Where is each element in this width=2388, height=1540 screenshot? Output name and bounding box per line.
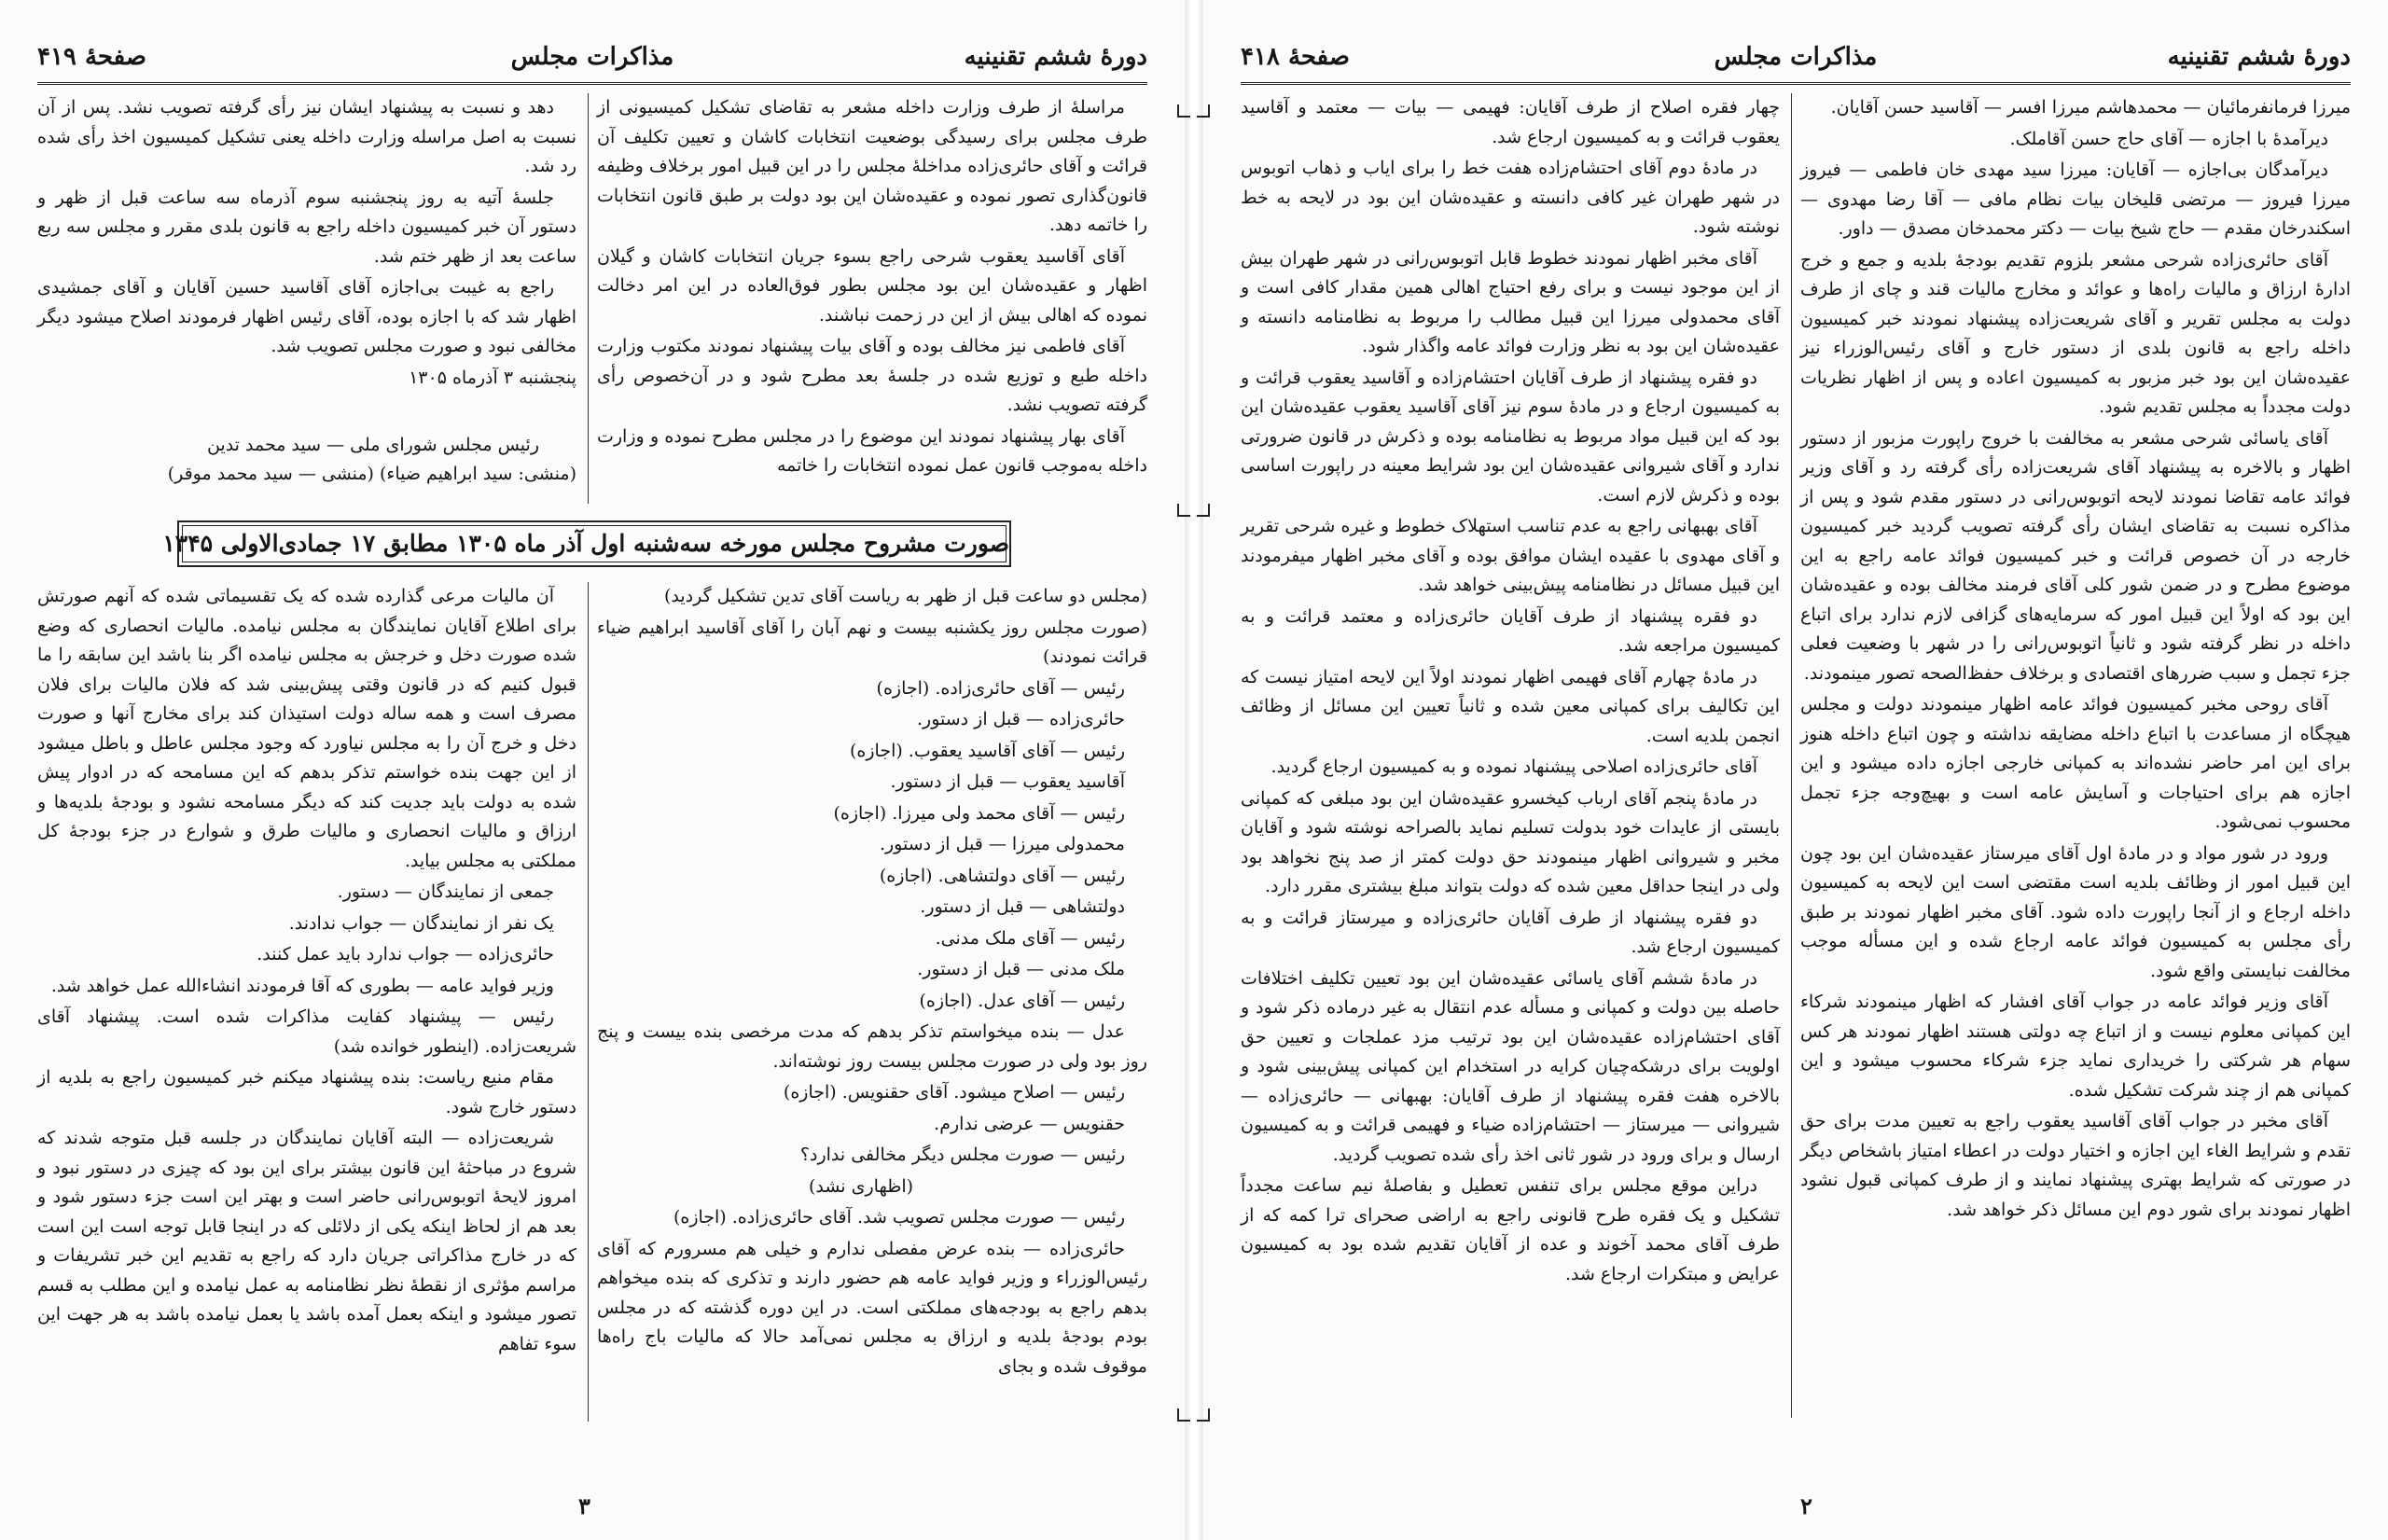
- secretaries-signature: (منشی: سید ابراهیم ضیاء) (منشی — سید محمد موقر): [167, 464, 576, 484]
- speaker-line: یک نفر از نمایندگان — جواب ندادند.: [288, 912, 554, 934]
- paragraph: در مادهٔ پنجم آقای ارباب کیخسرو عقیده‌شان این بود مبلغی که کمپانی بایستی از عایدات خود بدولت تسلیم نماید بالصراحه نوشته شود و آقایان مخبر و شیروانی اظهار مینمودند حق دولت کمتر از صد پنج نخواهد بود ولی در اینجا حداقل معین شده که دولت بتواند مبلغ بیشتری مقرر دارد.: [1241, 787, 1780, 896]
- left-page-header: [37, 35, 1147, 85]
- column-divider: [588, 582, 589, 1422]
- paragraph: آقای یاسائی شرحی مشعر به مخالفت با خروج راپورت مزبور از دستور اظهار و بالاخره به پیشنهاد آقای شریعت‌زاده رأی گرفته رد و آقای وزیر فوائد عامه تقاضا نمودند لایحه اتوبوس‌رانی در دستور مقدم شود و پس از مذاکره نسبت به تقاضای ایشان رأی گرفته تصویب گردید خبر کمیسیون خارجه در آن خصوص قرائت و خبر کمیسیون فوائد عامه راجع به این موضوع مطرح و در ضمن شور کلی آقای فرمند مخالف بوده و عقیده‌شان این بود که اولاً این قبیل امور که سرمایه‌های گزافی لازم ندارد برای اتباع داخله در نظر گرفته شود و ثانیاً اتوبوس‌رانی را در شهر با وضعیت فعلی جزء تجمل و سبب ضررهای اقتصادی و برخلاف حفظ‌الصحه تصور مینمودند.: [1800, 427, 2351, 684]
- top-column-right: [597, 93, 1147, 476]
- speaker-line: رئیس — صورت مجلس تصویب شد. آقای حائری‌زاده. (اجازه): [673, 1207, 1125, 1228]
- column-right: [1800, 93, 2351, 1455]
- book-gutter: [1185, 0, 1203, 1540]
- paragraph: آقای وزیر فوائد عامه در جواب آقای افشار که اظهار مینمودند شرکاء این کمپانی معلوم نیست و از اتباع چه دولتی هستند اظهار نمودند هر کس سهام هر شرکتی را خریداری نماید جزء شرکاء محسوب میشود و این کمپانی هم از چند شرکت تشکیل شده.: [1800, 992, 2351, 1101]
- paragraph: آقای بهبهانی راجع به عدم تناسب استهلاک خطوط و غیره شرحی تقریر و آقای مهدوی با عقیده ایشان موافق بوده و آقای مخبر اظهار میفرمودند این قبیل مسائل در نظامنامه پیش‌بینی خواهد شد.: [1241, 516, 1780, 595]
- paragraph: راجع به غیبت بی‌اجازه آقای آقاسید حسین آقایان و آقای جمشیدی اظهار شد که با اجازه بوده، آقای رئیس اظهار فرمودند اصلاح میشود دیگر مخالفی نبود و صورت مجلس تصویب شد.: [37, 277, 576, 356]
- paragraph: در مادهٔ چهارم آقای فهیمی اظهار نمودند اولاً این لایحه امتیاز نیست که این تکالیف برای کمپانی معین شده و ثانیاً تعیین این مسائل از وظائف انجمن بلدیه است.: [1241, 666, 1780, 746]
- speaker-line: رئیس — آقای دولتشاهی. (اجازه): [879, 865, 1125, 886]
- paragraph: مراسلهٔ از طرف وزارت داخله مشعر به تقاضای تشکیل کمیسیونی از طرف مجلس برای رسیدگی بوضعیت انتخابات کاشان و تعیین تکلیف آن قرائت و آقای حائری‌زاده مداخلهٔ مجلس را در این قبیل امور برخلاف وظیفه قانون‌گذاری تصور نموده و عقیده‌شان این بود دولت بر طبق قانون انتخابات را خاتمه دهد.: [597, 97, 1147, 235]
- speaker-line: (اظهاری نشد): [808, 1175, 914, 1197]
- paragraph: آقای مخبر اظهار نمودند خطوط قابل اتوبوس‌رانی در شهر طهران بیش از این موجود نیست و برای رفع احتیاج اهالی همین مقدار کافی است و آقای محمدولی میرزا این قبیل مطالب را مربوط به نظامنامه دانسته و عقیده‌شان این بود به نظر وزارت فوائد عامه واگذار شود.: [1241, 247, 1780, 356]
- crop-mark: [1177, 504, 1190, 517]
- speaker-line: محمدولی میرزا — قبل از دستور.: [879, 834, 1125, 854]
- page-label: صفحهٔ ۴۱۹: [37, 43, 146, 71]
- bottom-column-right: [597, 582, 1147, 1459]
- speaker-line: آقاسید یعقوب — قبل از دستور.: [890, 771, 1125, 792]
- paragraph: در مادهٔ دوم آقای احتشام‌زاده هفت خط را برای ایاب و ذهاب اتوبوس در شهر طهران غیر کافی دانسته و عقیده‌شان این بود در لایحه به خط نوشته شود.: [1241, 158, 1780, 237]
- speaker-line: رئیس — صورت مجلس دیگر مخالفی ندارد؟: [799, 1145, 1125, 1165]
- speaker-line: رئیس — آقای عدل. (اجازه): [919, 990, 1125, 1011]
- paragraph: دو فقره پیشنهاد از طرف آقایان حائری‌زاده و معتمد قرائت و به کمیسیون مراجعه شد.: [1241, 605, 1780, 656]
- speaker-line: رئیس — آقای آقاسید یعقوب. (اجازه): [850, 740, 1125, 761]
- right-page: [1203, 0, 2388, 1540]
- paragraph: (صورت مجلس روز یکشنبه بیست و نهم آبان را آقای آقاسید ابراهیم ضیاء قرائت نمودند): [597, 617, 1147, 667]
- paragraph: آقای مخبر در جواب آقای آقاسید یعقوب راجع به تعیین مدت برای حق تقدم و شرایط الغاء این اجازه و اختیار دولت در اعطاء امتیاز باشخاص دیگر در صورتی که شرایط بهتری پیشنهاد نمایند و از طرف کمپانی قبول نشود اظهار نمودند برای شور دوم این مسائل ذکر خواهد شد.: [1800, 1111, 2351, 1220]
- paragraph: آقای بهار پیشنهاد نمودند این موضوع را در مجلس مطرح نموده و وزارت داخله به‌موجب قانون عمل نموده انتخابات را خاتمه: [597, 425, 1147, 476]
- paragraph: میرزا فرمانفرمائیان — محمدهاشم میرزا افسر — آقاسید حسن آقایان.: [1830, 97, 2351, 118]
- top-column-left: [37, 93, 576, 406]
- paragraph: دراین موقع مجلس برای تنفس تعطیل و بفاصلهٔ نیم ساعت مجدداً تشکیل و یک فقره طرح قانونی راجع به اراضی صحرای ترا کمه که از طرف آقای محمد آخوند و عده از آقایان تقدیم شده بود به کمیسیون عرایض و مبتکرات ارجاع شد.: [1241, 1175, 1780, 1284]
- paragraph: ورود در شور مواد و در مادهٔ اول آقای میرستاز عقیده‌شان این بود چون این قبیل امور از وظائف بلدیه است مقتضی است این لایحه به کمیسیون داخله ارجاع و از آنجا راپورت داده شود. آقای مخبر اظهار نمودند بر طبق رأی مجلس به کمیسیون فوائد عامه ارجاع شده و این مسأله موجب مخالفت نبایستی واقع شود.: [1800, 842, 2351, 981]
- paragraph: دهد و نسبت به پیشنهاد ایشان نیز رأی گرفته تصویب نشد. پس از آن نسبت به اصل مراسله وزارت داخله یعنی تشکیل کمیسیون اخذ رأی شده رد شد.: [37, 97, 576, 176]
- speaker-line: حائری‌زاده — جواب ندارد باید عمل کنند.: [257, 944, 554, 964]
- bottom-column-left: [37, 582, 576, 1459]
- left-page: [0, 0, 1185, 1540]
- paragraph: آقای آقاسید یعقوب شرحی راجع بسوء جریان انتخابات کاشان و گیلان اظهار و عقیده‌شان این بود مجلس بطور فوق‌العاده در این امر دخالت نموده که اهالی بیش از این در زحمت نباشند.: [597, 245, 1147, 326]
- speaker-line: وزیر فواید عامه — بطوری که آقا فرمودند انشاءالله عمل خواهد شد.: [50, 975, 554, 996]
- page-number: ۳: [578, 1492, 590, 1519]
- crop-mark: [1177, 1408, 1190, 1422]
- crop-mark: [1197, 504, 1210, 517]
- paragraph: دیرآمدگان بی‌اجازه — آقایان: میرزا سید مهدی خان فاطمی — فیروز میرزا فیروز — مرتضی قلیخان بیات نظام مافی — آقا رضا مهدوی — اسکندرخان مقدم — حاج شیخ بیات — دکتر محمدخان مصدق — داور.: [1800, 160, 2351, 239]
- speaker-line: رئیس — آقای حائری‌زاده. (اجازه): [876, 677, 1125, 699]
- speaker-line: عدل — بنده میخواستم تذکر بدهم که مدت مرخصی بنده بیست و پنج روز بود ولی در صورت مجلس بیست روز نوشته‌اند.: [597, 1021, 1147, 1072]
- speaker-line: شریعت‌زاده — البته آقایان نمایندگان در جلسه قبل متوجه شدند که شروع در مباحثهٔ این قانون بیشتر برای این بود که چیزی در دستور نبود و امروز لایحهٔ اتوبوس‌رانی حاضر است و بهتر این است جزء دستور شود و بعد هم از لحاظ اینکه یکی از دلائلی که در اینجا قابل توجه است این است که در خارج مذاکراتی جریان دارد که راجع به تقدیم این خبر تشریفات و مراسم مؤثری از نقطهٔ نظر نظامنامه به عمل نیامده و این مطلب به قسم تصور میشود و اینکه بعمل آمده باشد یا بعمل نیامده باشد به هر جهت این سوء تفاهم: [37, 1128, 576, 1354]
- paragraph: دو فقره پیشنهاد از طرف آقایان احتشام‌زاده و آقاسید یعقوب قرائت و به کمیسیون ارجاع و در مادهٔ سوم نیز آقای آقاسید یعقوب عقیده‌شان این بود که این قبیل مواد مربوط به نظامنامه بوده و ذکرش در قانون ضرورتی ندارد و آقای شیروانی عقیده‌شان این بود شرایط معینه در راپورت اساسی بوده و ذکرش لازم است.: [1241, 367, 1780, 506]
- speaker-line: مقام منیع ریاست: بنده پیشنهاد میکنم خبر کمیسیون راجع به بلدیه از دستور خارج شود.: [37, 1067, 576, 1117]
- page-label: صفحهٔ ۴۱۸: [1241, 43, 1350, 71]
- speaker-line: رئیس — اصلاح میشود. آقای حقنویس. (اجازه): [783, 1082, 1125, 1103]
- session-banner: صورت مشروح مجلس مورخه سه‌شنبه اول آذر ماه ۱۳۰۵ مطابق ۱۷ جمادی‌الاولی ۱۳۴۵: [177, 520, 1011, 567]
- paragraph: آقای حائری‌زاده شرحی مشعر بلزوم تقدیم بودجهٔ بلدیه و جمع و خرج ادارهٔ ارزاق و مالیات راه‌ها و عوائد و مخارج مالیات قند و چای از طرف دولت به مجلس تقریر و آقای شریعت‌زاده پیشنهاد نمودند خبر کمیسیون داخله راجع به قانون بلدی از دستور خارج و آقای رئیس‌الوزراء نیز عقیده‌شان این بود خبر مزبور به کمیسیون اعاده و پس از اظهار نظریات دولت مجدداً به مجلس تقدیم شود.: [1800, 249, 2351, 417]
- session-label: دورهٔ ششم تقنینیه: [964, 43, 1147, 71]
- speaker-line: ملک مدنی — قبل از دستور.: [917, 959, 1125, 979]
- paragraph: آن مالیات مرعی گذارده شده که یک تقسیماتی شده که آنهم صورتش برای اطلاع آقایان نمایندگان به مجلس نیامده. مالیات انحصاری که وضع شده صورت دخل و خرجش به مجلس نیامده اگر بنا باشد این سابقه را ما قبول کنیم که در قانون وقتی پیش‌بینی شد که فلان مالیات برای فلان مصرف است و همه ساله دولت استیذان کند برای مخارج آنها و صورت دخل و خرج آن را به مجلس نیاورد که وجود مجلس عاطل و باطل میشود از این جهت بنده خواستم تذکر بدهم که این مسامحه که در ادوار پیش شده به دولت باید جدیت کند که دیگر مسامحه نشود و بودجهٔ بلدیه‌ها و ارزاق و مالیات انحصاری و مالیات طرق و شوارع در جزء بودجهٔ کل مملکتی به مجلس بیاید.: [37, 586, 576, 871]
- page-number: ۲: [1800, 1492, 1812, 1519]
- crop-mark: [1177, 104, 1190, 118]
- journal-title: مذاکرات مجلس: [1714, 43, 1878, 71]
- meeting-date: پنجشنبه ۳ آذرماه ۱۳۰۵: [409, 367, 576, 388]
- signature-block: [37, 431, 576, 489]
- paragraph: جلسهٔ آتیه به روز پنجشنبه سوم آذرماه سه ساعت قبل از ظهر و دستور آن خبر کمیسیون داخله راجع به قانون بلدی مقرر و مجلس سه ربع ساعت بعد از ظهر ختم شد.: [37, 187, 576, 267]
- president-signature: رئیس مجلس شورای ملی — سید محمد تدین: [206, 435, 539, 455]
- paragraph: (مجلس دو ساعت قبل از ظهر به ریاست آقای تدین تشکیل گردید): [663, 586, 1147, 606]
- crop-mark: [1197, 1408, 1210, 1422]
- right-page-header: [1241, 35, 2351, 85]
- speaker-line: جمعی از نمایندگان — دستور.: [337, 881, 554, 902]
- speaker-line: حقنویس — عرضی ندارم.: [934, 1113, 1125, 1134]
- speaker-line: دولتشاهی — قبل از دستور.: [920, 896, 1125, 917]
- journal-title: مذاکرات مجلس: [510, 43, 674, 71]
- column-divider: [588, 93, 589, 504]
- speaker-line: حائری‌زاده — بنده عرض مفصلی ندارم و خیلی هم مسرورم که آقای رئیس‌الوزراء و وزیر فواید عامه هم حضور دارند و تذکری که بنده میخواهم بدهم راجع به بودجه‌های مملکتی است. در این دوره گذشته که در مجلس بودم بودجهٔ بلدیه و ارزاق به مجلس نمی‌آمد حالا که مالیات باج راه‌ها موقوف شده و بجای: [597, 1238, 1147, 1377]
- paragraph: دو فقره پیشنهاد از طرف آقایان حائری‌زاده و میرستاز قرائت و به کمیسیون ارجاع شد.: [1241, 907, 1780, 957]
- column-left: [1241, 93, 1780, 1455]
- speaker-line: حائری‌زاده — قبل از دستور.: [916, 709, 1125, 729]
- speaker-line: رئیس — پیشنهاد کفایت مذاکرات شده است. پیشنهاد آقای شریعت‌زاده. (اینطور خوانده شد): [37, 1006, 576, 1057]
- paragraph: دیرآمدهٔ با اجازه — آقای حاج حسن آقاملک.: [2009, 128, 2328, 149]
- speaker-line: رئیس — آقای محمد ولی میرزا. (اجازه): [833, 802, 1125, 824]
- paragraph: آقای فاطمی نیز مخالف بوده و آقای بیات پیشنهاد نمودند مکتوب وزارت داخله طبع و توزیع شده در جلسهٔ بعد مطرح شود و در آن‌خصوص رأی گرفته تصویب نشد.: [597, 336, 1147, 415]
- paragraph: در مادهٔ ششم آقای یاسائی عقیده‌شان این بود تعیین تکلیف اختلافات حاصله بین دولت و کمپانی و مسأله عدم انتقال به غیر درماده ذکر شود و آقای احتشام‌زاده عقیده‌شان این بود ترتیب مزد عملجات و تعیین حق اولویت برای درشکه‌چیان کرایه در استخدام این کمپانی پیش‌بینی شود و بالاخره هفت فقره پیشنهاد از طرف آقایان: بهبهانی — حائری‌زاده — شیروانی — میرستاز — احتشام‌زاده ضیاء و فهیمی قرائت و به کمیسیون ارسال و برای ورود در شور ثانی اخذ رأی شده تصویب گردید.: [1241, 967, 1780, 1165]
- crop-mark: [1197, 104, 1210, 118]
- paragraph: آقای حائری‌زاده اصلاحی پیشنهاد نموده و به کمیسیون ارجاع گردید.: [1270, 756, 1757, 777]
- paragraph: آقای روحی مخبر کمیسیون فوائد عامه اظهار مینمودند دولت و مجلس هیچگاه از مساعدت با اتباع داخله مضایقه نداشته و چون اتباع داخله هنوز برای این امر حاضر نشده‌اند به کمپانی خارجی اجازه داده میشود و این اجازه هم برای احتیاجات و آسایش عامه است و بهیچ‌وجه جزء تجمل محسوب نمی‌شود.: [1800, 694, 2351, 832]
- speaker-line: رئیس — آقای ملک مدنی.: [935, 927, 1125, 949]
- paragraph: چهار فقره اصلاح از طرف آقایان: فهیمی — بیات — معتمد و آقاسید یعقوب قرائت و به کمیسیون ارجاع شد.: [1241, 97, 1780, 147]
- column-divider: [1791, 93, 1792, 1418]
- session-label: دورهٔ ششم تقنینیه: [2167, 43, 2351, 71]
